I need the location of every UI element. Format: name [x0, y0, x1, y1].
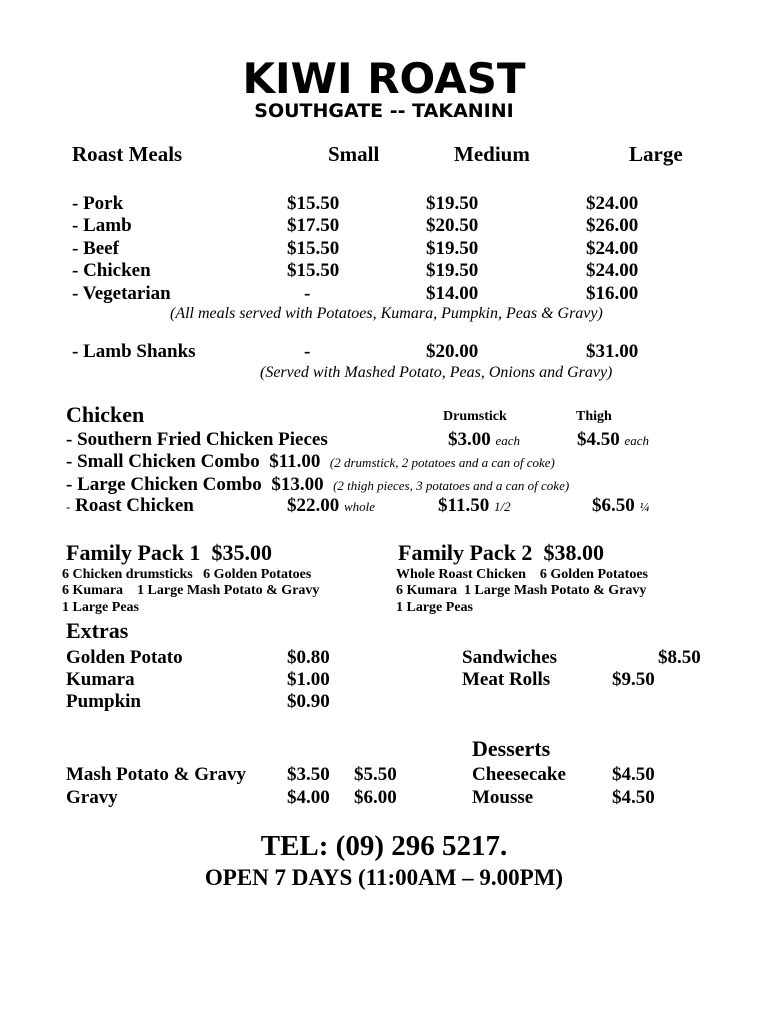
- item-name: - Lamb Shanks: [72, 341, 196, 362]
- price-large: $31.00: [586, 341, 639, 362]
- family-pack-1-title: Family Pack 1 $35.00: [66, 540, 272, 565]
- price-large: $24.00: [586, 238, 639, 259]
- dessert-name: Mousse: [472, 787, 534, 808]
- meat-rolls-price: $9.50: [612, 669, 655, 690]
- desserts-heading: Desserts: [472, 736, 551, 761]
- price-medium: $20.50: [426, 215, 479, 236]
- sandwiches-price: $8.50: [658, 647, 701, 668]
- price-large: $24.00: [586, 260, 639, 281]
- extras-item-name: Kumara: [66, 669, 135, 690]
- dessert-price: $4.50: [612, 787, 655, 808]
- price-small: $17.50: [287, 215, 340, 236]
- roast-chicken-whole: $22.00 whole: [287, 495, 376, 516]
- restaurant-title: KIWI ROAST: [242, 54, 526, 103]
- gravy-name: Gravy: [66, 787, 118, 808]
- dessert-name: Cheesecake: [472, 764, 566, 785]
- price-large: $24.00: [586, 193, 639, 214]
- price-small: -: [304, 283, 311, 304]
- item-name: - Lamb: [72, 215, 132, 236]
- thigh-price: $4.50 each: [577, 429, 650, 450]
- col-small-header: Small: [328, 142, 380, 166]
- item-name: - Vegetarian: [72, 283, 171, 304]
- sandwiches-name: Sandwiches: [462, 647, 558, 668]
- chicken-heading: Chicken: [66, 402, 145, 427]
- mash-gravy-name: Mash Potato & Gravy: [66, 764, 246, 785]
- col-thigh-header: Thigh: [576, 409, 612, 424]
- family-pack-2-line: Whole Roast Chicken 6 Golden Potatoes: [396, 567, 648, 582]
- price-small: $15.50: [287, 260, 340, 281]
- price-small: -: [304, 341, 311, 362]
- family-pack-1-line: 1 Large Peas: [62, 600, 139, 615]
- price-medium: $19.50: [426, 193, 479, 214]
- price-large: $16.00: [586, 283, 639, 304]
- col-drumstick-header: Drumstick: [443, 409, 507, 424]
- price-small: $15.50: [287, 193, 340, 214]
- price-medium: $14.00: [426, 283, 479, 304]
- price-medium: $19.50: [426, 260, 479, 281]
- lamb-shanks-note: (Served with Mashed Potato, Peas, Onions and Gravy): [260, 364, 613, 381]
- item-name: - Pork: [72, 193, 124, 214]
- gravy-price-small: $4.00: [287, 787, 330, 808]
- item-name: - Beef: [72, 238, 119, 259]
- extras-heading: Extras: [66, 618, 129, 643]
- meat-rolls-name: Meat Rolls: [462, 669, 551, 690]
- extras-item-price: $0.90: [287, 691, 330, 712]
- col-medium-header: Medium: [454, 142, 530, 166]
- roast-meals-heading: Roast Meals: [72, 142, 183, 166]
- small-combo-row: - Small Chicken Combo $11.00 (2 drumstick, 2 potatoes and a can of coke): [66, 451, 555, 472]
- mash-gravy-price-large: $5.50: [354, 764, 397, 785]
- drumstick-price: $3.00 each: [448, 429, 521, 450]
- roast-chicken-half: $11.50 1/2: [438, 495, 511, 516]
- location-subtitle: SOUTHGATE -- TAKANINI: [254, 100, 514, 122]
- extras-item-name: Pumpkin: [66, 691, 141, 712]
- telephone: TEL: (09) 296 5217.: [260, 830, 508, 862]
- family-pack-1-line: 6 Chicken drumsticks 6 Golden Potatoes: [62, 567, 312, 582]
- extras-item-name: Golden Potato: [66, 647, 183, 668]
- extras-item-price: $0.80: [287, 647, 330, 668]
- roast-chicken-name: - Roast Chicken: [66, 495, 194, 516]
- col-large-header: Large: [629, 142, 683, 166]
- roast-chicken-quarter: $6.50 ¼: [592, 495, 650, 516]
- family-pack-2-title: Family Pack 2 $38.00: [398, 540, 604, 565]
- mash-gravy-price-small: $3.50: [287, 764, 330, 785]
- family-pack-2-line: 1 Large Peas: [396, 600, 473, 615]
- price-small: $15.50: [287, 238, 340, 259]
- gravy-price-large: $6.00: [354, 787, 397, 808]
- large-combo-row: - Large Chicken Combo $13.00 (2 thigh pieces, 3 potatoes and a can of coke): [66, 474, 570, 495]
- family-pack-2-line: 6 Kumara 1 Large Mash Potato & Gravy: [396, 583, 647, 598]
- opening-hours: OPEN 7 DAYS (11:00AM – 9.00PM): [204, 865, 564, 890]
- price-medium: $20.00: [426, 341, 479, 362]
- chicken-pieces-name: - Southern Fried Chicken Pieces: [66, 429, 328, 450]
- price-medium: $19.50: [426, 238, 479, 259]
- dessert-price: $4.50: [612, 764, 655, 785]
- extras-item-price: $1.00: [287, 669, 330, 690]
- roast-meals-note: (All meals served with Potatoes, Kumara, Pumpkin, Peas & Gravy): [170, 305, 603, 322]
- family-pack-1-line: 6 Kumara 1 Large Mash Potato & Gravy: [62, 583, 320, 598]
- item-name: - Chicken: [72, 260, 151, 281]
- price-large: $26.00: [586, 215, 639, 236]
